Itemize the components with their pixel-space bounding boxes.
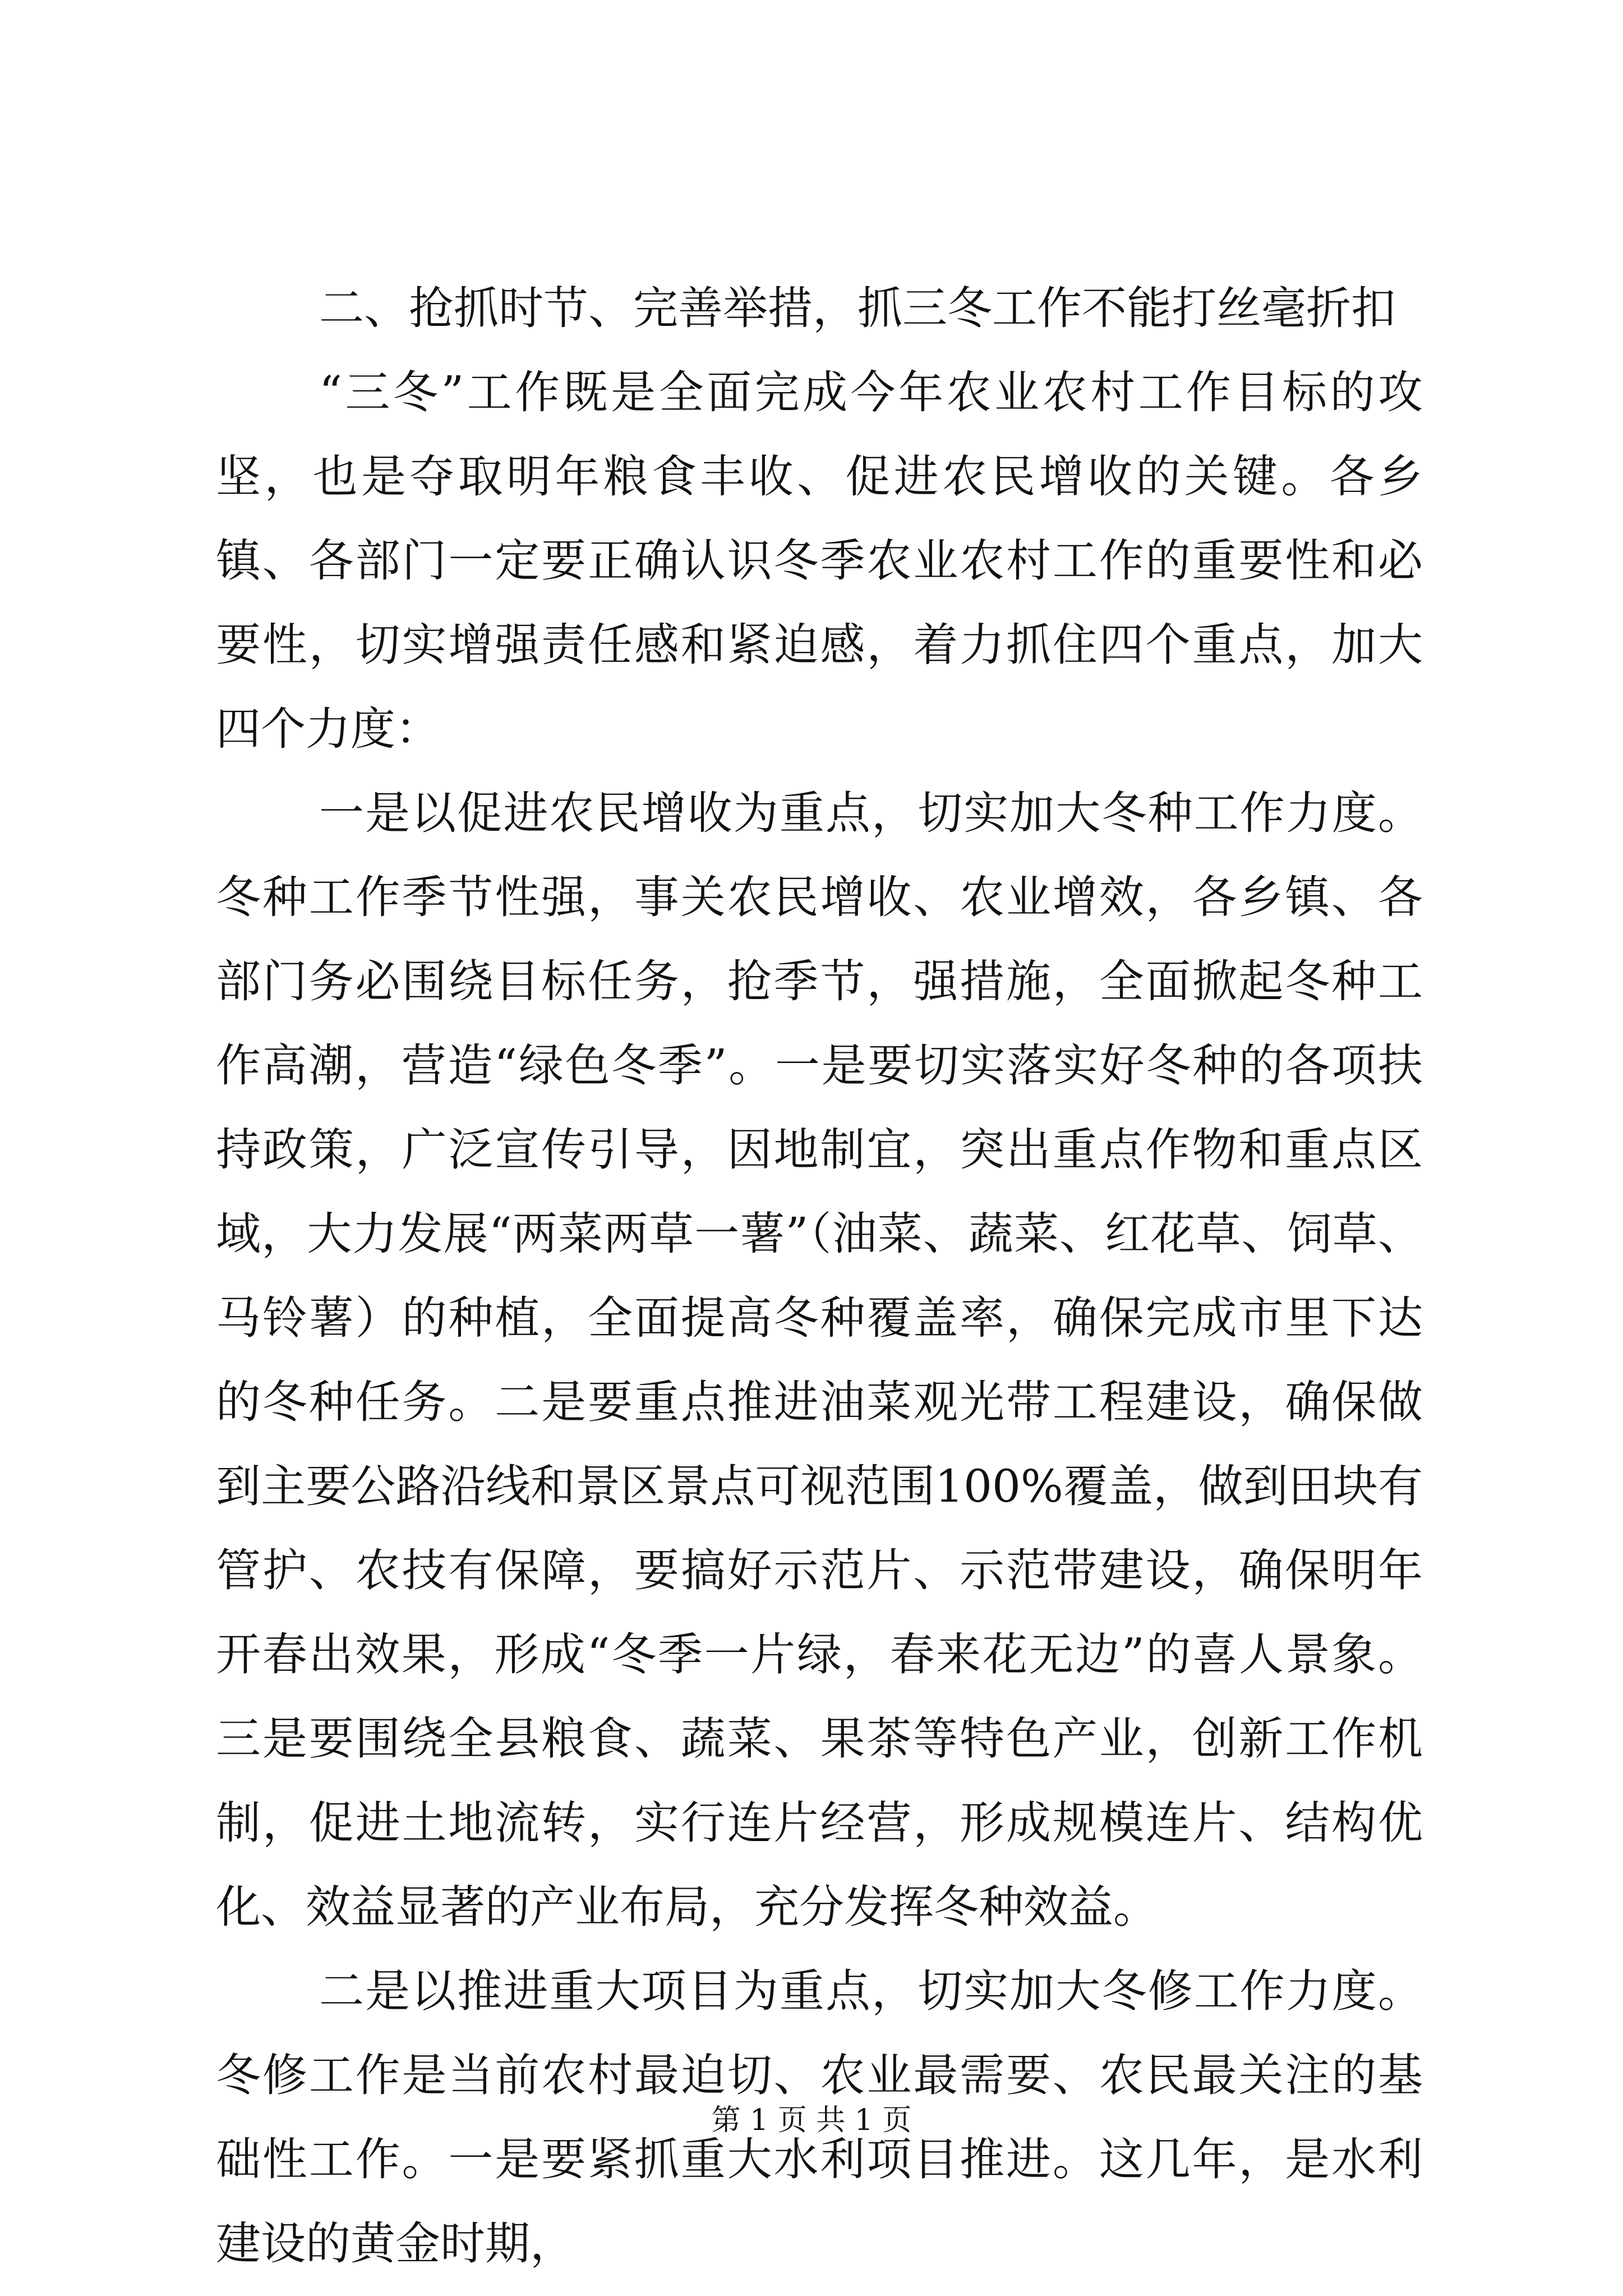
paragraph-winter-planting: 一是以促进农民增收为重点，切实加大冬种工作力度。冬种工作季节性强，事关农民增收、农业增效，各乡镇、各部门务必围绕目标任务，抢季节，强措施，全面掀起冬种工作高潮，营造“绿色冬季”。一是要切实落实好冬种的各项扶持政策，广泛宣传引导，因地制宜，突出重点作物和重点区域，大力发展“两菜两草一薯”（油菜、蔬菜、红花草、饲草、马铃薯）的种植，全面提高冬种覆盖率，确保完成市里下达的冬种任务。二是要重点推进油菜观光带工程建设，确保做到主要公路沿线和景区景点可视范围100%覆盖，做到田块有管护、农技有保障，要搞好示范片、示范带建设，确保明年开春出效果，形成“冬季一片绿，春来花无边”的喜人景象。三是要围绕全县粮食、蔬菜、果茶等特色产业，创新工作机制，促进土地流转，实行连片经营，形成规模连片、结构优化、效益显著的产业布局，充分发挥冬种效益。: [216, 787, 1423, 1933]
page-footer: 第 1 页 共 1 页: [711, 2104, 912, 2137]
paragraph-winter-repair: 二是以推进重大项目为重点，切实加大冬修工作力度。冬修工作是当前农村最迫切、农业最需要、农民最关注的基础性工作。一是要紧抓重大水利项目推进。这几年，是水利建设的黄金时期，: [216, 1965, 1423, 2270]
document-body: [216, 266, 1423, 2286]
section-heading: 二、抢抓时节、完善举措，抓三冬工作不能打丝毫折扣: [319, 282, 1396, 334]
paragraph-intro: “三冬”工作既是全面完成今年农业农村工作目标的攻坚，也是夺取明年粮食丰收、促进农民增收的关键。各乡镇、各部门一定要正确认识冬季农业农村工作的重要性和必要性，切实增强责任感和紧迫感，着力抓住四个重点，加大四个力度：: [216, 366, 1423, 755]
